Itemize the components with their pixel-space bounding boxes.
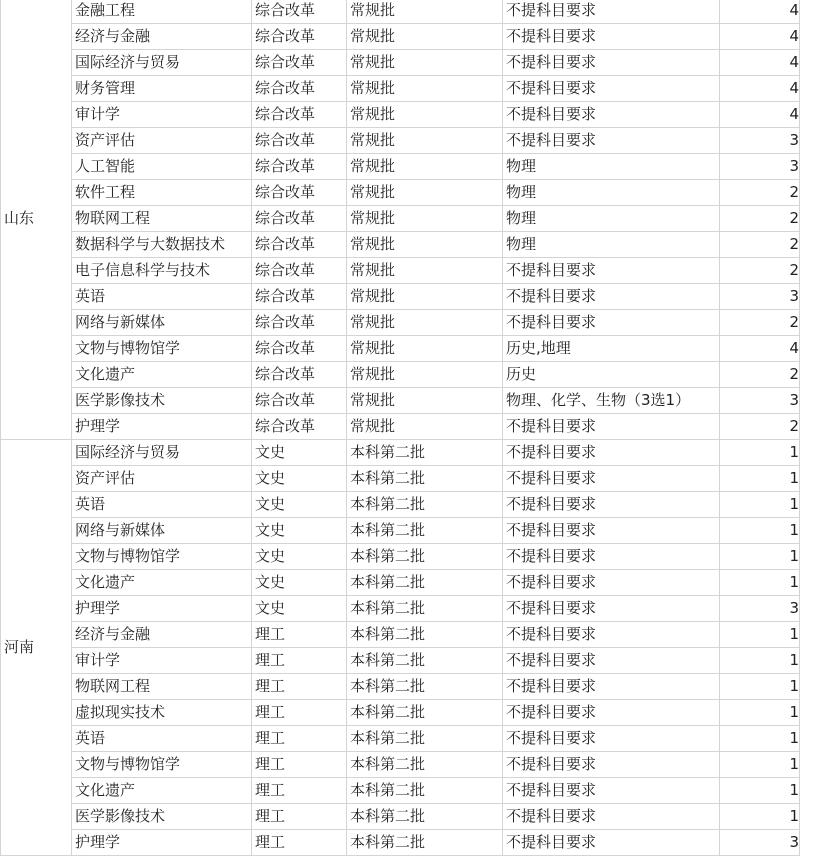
batch-cell[interactable]: 常规批 bbox=[347, 388, 503, 414]
batch-cell[interactable]: 本科第二批 bbox=[347, 544, 503, 570]
subject-req-cell[interactable]: 不提科目要求 bbox=[503, 76, 720, 102]
subject-req-cell[interactable]: 历史,地理 bbox=[503, 336, 720, 362]
plan-count-cell[interactable]: 3 bbox=[720, 284, 800, 310]
batch-cell[interactable]: 常规批 bbox=[347, 258, 503, 284]
category-cell[interactable]: 综合改革 bbox=[252, 258, 347, 284]
subject-req-cell[interactable]: 历史 bbox=[503, 362, 720, 388]
batch-cell[interactable]: 常规批 bbox=[347, 414, 503, 440]
subject-req-cell[interactable]: 物理 bbox=[503, 206, 720, 232]
table-row[interactable] bbox=[1, 76, 800, 102]
plan-count-cell[interactable]: 4 bbox=[720, 336, 800, 362]
batch-cell[interactable]: 常规批 bbox=[347, 24, 503, 50]
category-cell[interactable]: 综合改革 bbox=[252, 284, 347, 310]
subject-req-cell[interactable]: 不提科目要求 bbox=[503, 830, 720, 856]
plan-count-cell[interactable]: 4 bbox=[720, 0, 800, 24]
table-row[interactable] bbox=[1, 622, 800, 648]
major-cell[interactable]: 经济与金融 bbox=[72, 622, 252, 648]
table-row[interactable] bbox=[1, 362, 800, 388]
plan-count-cell[interactable]: 3 bbox=[720, 388, 800, 414]
major-cell[interactable]: 资产评估 bbox=[72, 466, 252, 492]
subject-req-cell[interactable]: 不提科目要求 bbox=[503, 752, 720, 778]
subject-req-cell[interactable]: 物理 bbox=[503, 154, 720, 180]
major-cell[interactable]: 网络与新媒体 bbox=[72, 310, 252, 336]
major-cell[interactable]: 金融工程 bbox=[72, 0, 252, 24]
batch-cell[interactable]: 本科第二批 bbox=[347, 440, 503, 466]
batch-cell[interactable]: 本科第二批 bbox=[347, 622, 503, 648]
category-cell[interactable]: 综合改革 bbox=[252, 128, 347, 154]
batch-cell[interactable]: 本科第二批 bbox=[347, 570, 503, 596]
plan-count-cell[interactable]: 1 bbox=[720, 492, 800, 518]
table-row[interactable] bbox=[1, 206, 800, 232]
batch-cell[interactable]: 本科第二批 bbox=[347, 752, 503, 778]
major-cell[interactable]: 虚拟现实技术 bbox=[72, 700, 252, 726]
plan-count-cell[interactable]: 1 bbox=[720, 726, 800, 752]
batch-cell[interactable]: 常规批 bbox=[347, 232, 503, 258]
subject-req-cell[interactable]: 不提科目要求 bbox=[503, 726, 720, 752]
category-cell[interactable]: 综合改革 bbox=[252, 24, 347, 50]
major-cell[interactable]: 英语 bbox=[72, 492, 252, 518]
subject-req-cell[interactable]: 不提科目要求 bbox=[503, 518, 720, 544]
subject-req-cell[interactable]: 不提科目要求 bbox=[503, 440, 720, 466]
major-cell[interactable]: 物联网工程 bbox=[72, 674, 252, 700]
major-cell[interactable]: 审计学 bbox=[72, 102, 252, 128]
category-cell[interactable]: 文史 bbox=[252, 440, 347, 466]
plan-count-cell[interactable]: 1 bbox=[720, 778, 800, 804]
plan-count-cell[interactable]: 2 bbox=[720, 310, 800, 336]
major-cell[interactable]: 文化遗产 bbox=[72, 362, 252, 388]
category-cell[interactable]: 综合改革 bbox=[252, 388, 347, 414]
table-row[interactable] bbox=[1, 310, 800, 336]
table-row[interactable] bbox=[1, 180, 800, 206]
major-cell[interactable]: 人工智能 bbox=[72, 154, 252, 180]
plan-count-cell[interactable]: 4 bbox=[720, 50, 800, 76]
table-row[interactable] bbox=[1, 778, 800, 804]
batch-cell[interactable]: 常规批 bbox=[347, 50, 503, 76]
category-cell[interactable]: 理工 bbox=[252, 700, 347, 726]
plan-count-cell[interactable]: 3 bbox=[720, 128, 800, 154]
table-row[interactable] bbox=[1, 232, 800, 258]
plan-count-cell[interactable]: 2 bbox=[720, 362, 800, 388]
batch-cell[interactable]: 常规批 bbox=[347, 284, 503, 310]
table-row[interactable] bbox=[1, 570, 800, 596]
batch-cell[interactable]: 常规批 bbox=[347, 0, 503, 24]
subject-req-cell[interactable]: 不提科目要求 bbox=[503, 128, 720, 154]
plan-count-cell[interactable]: 1 bbox=[720, 570, 800, 596]
plan-count-cell[interactable]: 1 bbox=[720, 804, 800, 830]
table-row[interactable] bbox=[1, 830, 800, 856]
plan-count-cell[interactable]: 3 bbox=[720, 596, 800, 622]
major-cell[interactable]: 医学影像技术 bbox=[72, 804, 252, 830]
table-row[interactable] bbox=[1, 700, 800, 726]
batch-cell[interactable]: 常规批 bbox=[347, 154, 503, 180]
batch-cell[interactable]: 本科第二批 bbox=[347, 492, 503, 518]
major-cell[interactable]: 文物与博物馆学 bbox=[72, 336, 252, 362]
batch-cell[interactable]: 本科第二批 bbox=[347, 466, 503, 492]
table-row[interactable] bbox=[1, 128, 800, 154]
subject-req-cell[interactable]: 不提科目要求 bbox=[503, 804, 720, 830]
subject-req-cell[interactable]: 不提科目要求 bbox=[503, 700, 720, 726]
subject-req-cell[interactable]: 物理 bbox=[503, 180, 720, 206]
category-cell[interactable]: 文史 bbox=[252, 570, 347, 596]
table-row[interactable] bbox=[1, 336, 800, 362]
table-row[interactable] bbox=[1, 466, 800, 492]
subject-req-cell[interactable]: 不提科目要求 bbox=[503, 0, 720, 24]
batch-cell[interactable]: 常规批 bbox=[347, 206, 503, 232]
plan-count-cell[interactable]: 1 bbox=[720, 700, 800, 726]
category-cell[interactable]: 文史 bbox=[252, 466, 347, 492]
subject-req-cell[interactable]: 物理、化学、生物（3选1） bbox=[503, 388, 720, 414]
subject-req-cell[interactable]: 物理 bbox=[503, 232, 720, 258]
province-cell[interactable]: 河南 bbox=[1, 440, 72, 856]
major-cell[interactable]: 国际经济与贸易 bbox=[72, 440, 252, 466]
table-row[interactable] bbox=[1, 752, 800, 778]
batch-cell[interactable]: 常规批 bbox=[347, 336, 503, 362]
category-cell[interactable]: 文史 bbox=[252, 544, 347, 570]
table-row[interactable] bbox=[1, 648, 800, 674]
batch-cell[interactable]: 本科第二批 bbox=[347, 596, 503, 622]
table-row[interactable] bbox=[1, 492, 800, 518]
category-cell[interactable]: 综合改革 bbox=[252, 232, 347, 258]
table-row[interactable] bbox=[1, 414, 800, 440]
major-cell[interactable]: 软件工程 bbox=[72, 180, 252, 206]
major-cell[interactable]: 医学影像技术 bbox=[72, 388, 252, 414]
major-cell[interactable]: 审计学 bbox=[72, 648, 252, 674]
major-cell[interactable]: 英语 bbox=[72, 284, 252, 310]
table-row[interactable] bbox=[1, 596, 800, 622]
category-cell[interactable]: 理工 bbox=[252, 622, 347, 648]
plan-count-cell[interactable]: 1 bbox=[720, 674, 800, 700]
subject-req-cell[interactable]: 不提科目要求 bbox=[503, 778, 720, 804]
table-row[interactable] bbox=[1, 518, 800, 544]
subject-req-cell[interactable]: 不提科目要求 bbox=[503, 258, 720, 284]
category-cell[interactable]: 综合改革 bbox=[252, 0, 347, 24]
major-cell[interactable]: 文物与博物馆学 bbox=[72, 544, 252, 570]
major-cell[interactable]: 资产评估 bbox=[72, 128, 252, 154]
category-cell[interactable]: 文史 bbox=[252, 492, 347, 518]
plan-count-cell[interactable]: 4 bbox=[720, 24, 800, 50]
plan-count-cell[interactable]: 3 bbox=[720, 154, 800, 180]
table-row[interactable] bbox=[1, 50, 800, 76]
major-cell[interactable]: 护理学 bbox=[72, 830, 252, 856]
major-cell[interactable]: 文化遗产 bbox=[72, 778, 252, 804]
subject-req-cell[interactable]: 不提科目要求 bbox=[503, 570, 720, 596]
subject-req-cell[interactable]: 不提科目要求 bbox=[503, 544, 720, 570]
major-cell[interactable]: 物联网工程 bbox=[72, 206, 252, 232]
major-cell[interactable]: 文物与博物馆学 bbox=[72, 752, 252, 778]
table-row[interactable] bbox=[1, 544, 800, 570]
plan-count-cell[interactable]: 2 bbox=[720, 258, 800, 284]
batch-cell[interactable]: 本科第二批 bbox=[347, 648, 503, 674]
subject-req-cell[interactable]: 不提科目要求 bbox=[503, 622, 720, 648]
plan-count-cell[interactable]: 1 bbox=[720, 622, 800, 648]
category-cell[interactable]: 综合改革 bbox=[252, 102, 347, 128]
category-cell[interactable]: 综合改革 bbox=[252, 206, 347, 232]
batch-cell[interactable]: 本科第二批 bbox=[347, 778, 503, 804]
table-row[interactable] bbox=[1, 804, 800, 830]
batch-cell[interactable]: 常规批 bbox=[347, 76, 503, 102]
table-row[interactable] bbox=[1, 440, 800, 466]
plan-count-cell[interactable]: 2 bbox=[720, 414, 800, 440]
category-cell[interactable]: 理工 bbox=[252, 726, 347, 752]
batch-cell[interactable]: 常规批 bbox=[347, 180, 503, 206]
table-row[interactable] bbox=[1, 0, 800, 24]
subject-req-cell[interactable]: 不提科目要求 bbox=[503, 596, 720, 622]
category-cell[interactable]: 文史 bbox=[252, 518, 347, 544]
plan-count-cell[interactable]: 2 bbox=[720, 206, 800, 232]
batch-cell[interactable]: 常规批 bbox=[347, 310, 503, 336]
subject-req-cell[interactable]: 不提科目要求 bbox=[503, 674, 720, 700]
plan-count-cell[interactable]: 1 bbox=[720, 440, 800, 466]
category-cell[interactable]: 综合改革 bbox=[252, 76, 347, 102]
plan-count-cell[interactable]: 1 bbox=[720, 544, 800, 570]
major-cell[interactable]: 电子信息科学与技术 bbox=[72, 258, 252, 284]
category-cell[interactable]: 理工 bbox=[252, 804, 347, 830]
table-row[interactable] bbox=[1, 154, 800, 180]
category-cell[interactable]: 综合改革 bbox=[252, 362, 347, 388]
category-cell[interactable]: 理工 bbox=[252, 674, 347, 700]
subject-req-cell[interactable]: 不提科目要求 bbox=[503, 102, 720, 128]
category-cell[interactable]: 综合改革 bbox=[252, 154, 347, 180]
category-cell[interactable]: 理工 bbox=[252, 830, 347, 856]
category-cell[interactable]: 理工 bbox=[252, 752, 347, 778]
batch-cell[interactable]: 本科第二批 bbox=[347, 726, 503, 752]
category-cell[interactable]: 综合改革 bbox=[252, 336, 347, 362]
category-cell[interactable]: 综合改革 bbox=[252, 310, 347, 336]
major-cell[interactable]: 文化遗产 bbox=[72, 570, 252, 596]
category-cell[interactable]: 综合改革 bbox=[252, 180, 347, 206]
category-cell[interactable]: 文史 bbox=[252, 596, 347, 622]
major-cell[interactable]: 财务管理 bbox=[72, 76, 252, 102]
table-row[interactable] bbox=[1, 24, 800, 50]
batch-cell[interactable]: 本科第二批 bbox=[347, 700, 503, 726]
subject-req-cell[interactable]: 不提科目要求 bbox=[503, 492, 720, 518]
table-row[interactable] bbox=[1, 388, 800, 414]
major-cell[interactable]: 经济与金融 bbox=[72, 24, 252, 50]
plan-count-cell[interactable]: 1 bbox=[720, 752, 800, 778]
major-cell[interactable]: 数据科学与大数据技术 bbox=[72, 232, 252, 258]
table-row[interactable] bbox=[1, 102, 800, 128]
batch-cell[interactable]: 常规批 bbox=[347, 128, 503, 154]
subject-req-cell[interactable]: 不提科目要求 bbox=[503, 414, 720, 440]
major-cell[interactable]: 英语 bbox=[72, 726, 252, 752]
major-cell[interactable]: 网络与新媒体 bbox=[72, 518, 252, 544]
subject-req-cell[interactable]: 不提科目要求 bbox=[503, 284, 720, 310]
category-cell[interactable]: 综合改革 bbox=[252, 414, 347, 440]
plan-count-cell[interactable]: 3 bbox=[720, 830, 800, 856]
subject-req-cell[interactable]: 不提科目要求 bbox=[503, 648, 720, 674]
table-row[interactable] bbox=[1, 726, 800, 752]
plan-count-cell[interactable]: 1 bbox=[720, 648, 800, 674]
table-row[interactable] bbox=[1, 284, 800, 310]
plan-count-cell[interactable]: 2 bbox=[720, 232, 800, 258]
major-cell[interactable]: 护理学 bbox=[72, 596, 252, 622]
plan-count-cell[interactable]: 4 bbox=[720, 102, 800, 128]
major-cell[interactable]: 护理学 bbox=[72, 414, 252, 440]
category-cell[interactable]: 理工 bbox=[252, 778, 347, 804]
plan-count-cell[interactable]: 1 bbox=[720, 466, 800, 492]
table-body bbox=[1, 0, 800, 856]
table-row[interactable] bbox=[1, 674, 800, 700]
batch-cell[interactable]: 常规批 bbox=[347, 102, 503, 128]
category-cell[interactable]: 理工 bbox=[252, 648, 347, 674]
plan-count-cell[interactable]: 1 bbox=[720, 518, 800, 544]
batch-cell[interactable]: 常规批 bbox=[347, 362, 503, 388]
subject-req-cell[interactable]: 不提科目要求 bbox=[503, 310, 720, 336]
batch-cell[interactable]: 本科第二批 bbox=[347, 674, 503, 700]
province-cell[interactable]: 山东 bbox=[1, 0, 72, 440]
subject-req-cell[interactable]: 不提科目要求 bbox=[503, 24, 720, 50]
batch-cell[interactable]: 本科第二批 bbox=[347, 804, 503, 830]
major-cell[interactable]: 国际经济与贸易 bbox=[72, 50, 252, 76]
subject-req-cell[interactable]: 不提科目要求 bbox=[503, 50, 720, 76]
table-row[interactable] bbox=[1, 258, 800, 284]
batch-cell[interactable]: 本科第二批 bbox=[347, 518, 503, 544]
plan-count-cell[interactable]: 4 bbox=[720, 76, 800, 102]
category-cell[interactable]: 综合改革 bbox=[252, 50, 347, 76]
batch-cell[interactable]: 本科第二批 bbox=[347, 830, 503, 856]
subject-req-cell[interactable]: 不提科目要求 bbox=[503, 466, 720, 492]
plan-count-cell[interactable]: 2 bbox=[720, 180, 800, 206]
